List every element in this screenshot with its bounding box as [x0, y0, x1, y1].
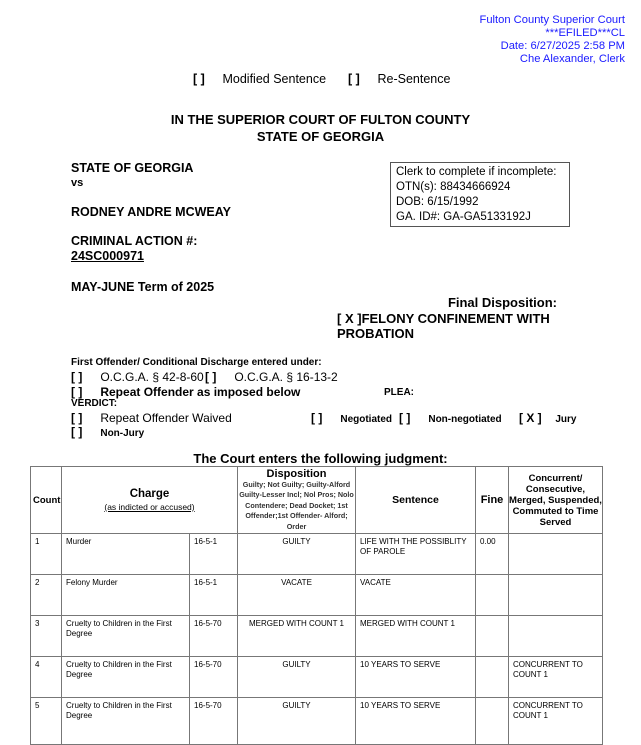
- court-term: MAY-JUNE Term of 2025: [71, 280, 215, 294]
- cell-count: 1: [31, 534, 62, 575]
- header-concurrent: [509, 467, 603, 534]
- table-row: [31, 698, 603, 745]
- checkbox-label: Re-Sentence: [377, 72, 451, 86]
- cell-charge: Cruelty to Children in the First Degree: [62, 657, 190, 698]
- checkbox-label: O.C.G.A. § 42-8-60: [100, 370, 204, 384]
- cell-fine: 0.00: [476, 534, 509, 575]
- checkbox-box: [ X ]: [337, 311, 362, 326]
- cell-code: 16-5-70: [190, 616, 238, 657]
- cell-disposition: MERGED WITH COUNT 1: [238, 616, 356, 657]
- cell-count: 4: [31, 657, 62, 698]
- court-subtitle: STATE OF GEORGIA: [256, 129, 385, 144]
- checkbox-box: [ ]: [71, 385, 83, 399]
- cell-count: 3: [31, 616, 62, 657]
- checkbox-box: [ ]: [311, 411, 323, 425]
- cell-disposition: GUILTY: [238, 657, 356, 698]
- table-header-row: [31, 467, 603, 534]
- checkbox-box: [ ]: [71, 425, 83, 439]
- repeat-offender-waived-checkbox[interactable]: [71, 411, 232, 425]
- cell-fine: [476, 698, 509, 745]
- checkbox-label: Repeat Offender as imposed below: [100, 385, 301, 399]
- header-disposition-title: Disposition: [266, 467, 327, 480]
- negotiated-checkbox[interactable]: [311, 411, 392, 425]
- header-disposition-sub: Guilty; Not Guilty; Guilty-Alford Guilty-Lesser Incl; Nol Pros; Nolo Contendere; Dead Docket; 1st Offender;1st Offender- Alford; Order: [239, 479, 354, 531]
- cell-sentence: 10 YEARS TO SERVE: [356, 698, 476, 745]
- judgment-table: [30, 466, 603, 745]
- efile-date: Date: 6/27/2025 2:58 PM: [500, 40, 625, 52]
- efile-court: Fulton County Superior Court: [479, 14, 625, 26]
- criminal-action-number: 24SC000971: [71, 249, 144, 263]
- verdict-label: VERDICT:: [71, 398, 118, 409]
- ga-id-field: GA. ID#: GA-GA5133192J: [396, 211, 531, 223]
- non-negotiated-checkbox[interactable]: [399, 411, 502, 425]
- cell-count: 5: [31, 698, 62, 745]
- dob-field: DOB: 6/15/1992: [396, 196, 479, 208]
- efile-clerk: Che Alexander, Clerk: [519, 53, 625, 65]
- modified-sentence-checkbox[interactable]: [193, 72, 326, 86]
- cell-charge: Murder: [62, 534, 190, 575]
- versus: vs: [71, 177, 84, 189]
- clerk-box-title: Clerk to complete if incomplete:: [396, 166, 557, 178]
- first-offender-label: First Offender/ Conditional Discharge entered under:: [71, 357, 322, 368]
- court-title: IN THE SUPERIOR COURT OF FULTON COUNTY: [170, 112, 471, 127]
- cell-disposition: GUILTY: [238, 534, 356, 575]
- efile-stamp: [479, 14, 625, 66]
- cell-code: 16-5-70: [190, 698, 238, 745]
- resentence-checkbox[interactable]: [348, 72, 450, 86]
- cell-concurrent: [509, 616, 603, 657]
- cell-sentence: MERGED WITH COUNT 1: [356, 616, 476, 657]
- cell-code: 16-5-1: [190, 575, 238, 616]
- cell-fine: [476, 616, 509, 657]
- plaintiff: STATE OF GEORGIA: [71, 161, 194, 175]
- final-disposition-checkbox[interactable]: [337, 311, 550, 326]
- cell-sentence: LIFE WITH THE POSSIBLITY OF PAROLE: [356, 534, 476, 575]
- checkbox-label: Jury: [555, 414, 577, 425]
- final-disposition-value: FELONY CONFINEMENT WITH: [361, 311, 550, 326]
- cell-fine: [476, 575, 509, 616]
- cell-code: 16-5-70: [190, 657, 238, 698]
- header-charge-sub: (as indicted or accused): [104, 502, 195, 512]
- table-row: [31, 575, 603, 616]
- criminal-action-label: CRIMINAL ACTION #:: [71, 234, 198, 248]
- cell-sentence: 10 YEARS TO SERVE: [356, 657, 476, 698]
- cell-concurrent: CONCURRENT TO COUNT 1: [509, 657, 603, 698]
- cell-concurrent: [509, 575, 603, 616]
- cell-concurrent: [509, 534, 603, 575]
- cell-code: 16-5-1: [190, 534, 238, 575]
- table-row: [31, 534, 603, 575]
- cell-sentence: VACATE: [356, 575, 476, 616]
- plea-label: PLEA:: [384, 387, 414, 398]
- repeat-offender-checkbox[interactable]: [71, 385, 300, 399]
- header-fine: Fine: [476, 467, 509, 534]
- checkbox-label: Repeat Offender Waived: [100, 411, 232, 425]
- header-concurrent-bold: Concurrent/ Consecutive,: [525, 472, 586, 495]
- checkbox-box: [ ]: [193, 72, 205, 86]
- checkbox-box: [ ]: [399, 411, 411, 425]
- checkbox-box: [ ]: [348, 72, 360, 86]
- cell-disposition: VACATE: [238, 575, 356, 616]
- final-disposition-value-cont: PROBATION: [337, 326, 415, 341]
- jury-checkbox[interactable]: [519, 411, 576, 425]
- cell-charge: Cruelty to Children in the First Degree: [62, 698, 190, 745]
- checkbox-label: Non-Jury: [100, 428, 145, 439]
- cell-disposition: GUILTY: [238, 698, 356, 745]
- cell-count: 2: [31, 575, 62, 616]
- checkbox-box: [ ]: [71, 370, 83, 384]
- judgment-title: The Court enters the following judgment:: [193, 451, 448, 466]
- checkbox-box: [ ]: [71, 411, 83, 425]
- efile-status: ***EFILED***CL: [545, 27, 625, 39]
- checkbox-label: O.C.G.A. § 16-13-2: [234, 370, 338, 384]
- ocga-16-13-2-checkbox[interactable]: [205, 370, 338, 384]
- table-row: [31, 616, 603, 657]
- checkbox-label: Negotiated: [340, 414, 393, 425]
- cell-charge: Felony Murder: [62, 575, 190, 616]
- header-charge-title: Charge: [129, 488, 170, 500]
- header-charge: [62, 467, 238, 534]
- otn-field: OTN(s): 88434666924: [396, 181, 511, 193]
- header-count: Count: [31, 467, 62, 534]
- checkbox-box: [ ]: [205, 370, 217, 384]
- checkbox-box: [ X ]: [519, 411, 542, 425]
- header-disposition: [238, 467, 356, 534]
- checkbox-label: Non-negotiated: [428, 414, 502, 425]
- header-concurrent-rest: Merged, Suspended, Commuted to Time Served: [509, 494, 602, 528]
- cell-fine: [476, 657, 509, 698]
- header-sentence: Sentence: [356, 467, 476, 534]
- cell-concurrent: CONCURRENT TO COUNT 1: [509, 698, 603, 745]
- non-jury-checkbox[interactable]: [71, 425, 144, 439]
- defendant-name: RODNEY ANDRE MCWEAY: [71, 205, 231, 219]
- cell-charge: Cruelty to Children in the First Degree: [62, 616, 190, 657]
- ocga-42-8-60-checkbox[interactable]: [71, 370, 204, 384]
- checkbox-label: Modified Sentence: [222, 72, 327, 86]
- final-disposition-label: Final Disposition:: [447, 295, 557, 310]
- table-row: [31, 657, 603, 698]
- clerk-info-box: [390, 162, 570, 227]
